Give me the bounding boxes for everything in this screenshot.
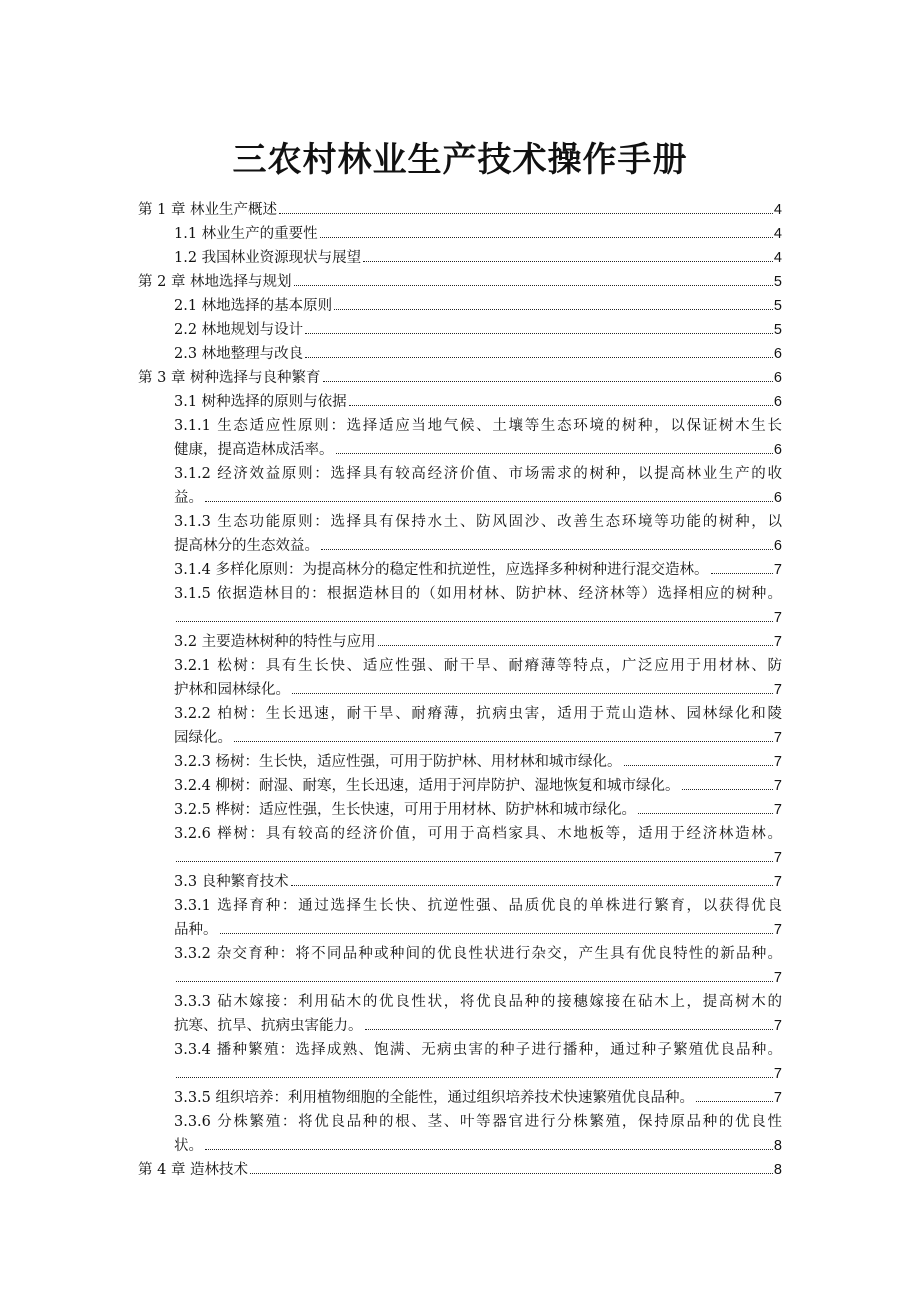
dot-leader: [250, 1172, 773, 1174]
toc-entry-text-line: 3.1.1 生态适应性原则：选择适应当地气候、土壤等生态环境的树种，以保证树木生长: [174, 418, 782, 434]
toc-entry-leader-line: [138, 726, 782, 750]
toc-entry-label: 第 2 章 林地选择与规划: [138, 274, 292, 290]
toc-page-number: 5: [773, 298, 782, 314]
toc-entry-label: 健康，提高造林成活率。: [174, 442, 334, 458]
toc-page-number: 8: [773, 1162, 782, 1178]
toc-entry[interactable]: [138, 318, 782, 342]
toc-page-number: 7: [773, 874, 782, 890]
dot-leader: [294, 284, 773, 286]
toc-entry-label: 第 3 章 树种选择与良种繁育: [138, 370, 321, 386]
toc-entry-leader-line: [138, 1158, 782, 1182]
toc-page-number: 6: [773, 394, 782, 410]
dot-leader: [176, 620, 773, 622]
dot-leader: [234, 740, 773, 742]
toc-entry[interactable]: [138, 894, 782, 942]
toc-entry-leader-line: [138, 966, 782, 990]
toc-entry[interactable]: [138, 990, 782, 1038]
toc-entry[interactable]: [138, 750, 782, 774]
toc-entry[interactable]: [138, 390, 782, 414]
dot-leader: [291, 884, 773, 886]
toc-page-number: 4: [773, 226, 782, 242]
toc-entry-leader-line: [138, 534, 782, 558]
dot-leader: [220, 932, 773, 934]
toc-entry-label: 3.3.5 组织培养：利用植物细胞的全能性，通过组织培养技术快速繁殖优良品种。: [174, 1090, 695, 1106]
toc-entry-label: 抗寒、抗旱、抗病虫害能力。: [174, 1018, 363, 1034]
toc-entry-text-line: 3.1.2 经济效益原则：选择具有较高经济价值、市场需求的树种，以提高林业生产的收: [174, 466, 782, 482]
toc-entry-label: 品种。: [174, 922, 218, 938]
toc-entry-leader-line: [138, 222, 782, 246]
toc-page-number: 6: [773, 538, 782, 554]
dot-leader: [624, 764, 773, 766]
toc-entry[interactable]: [138, 702, 782, 750]
toc-entry-label: 状。: [174, 1138, 203, 1154]
dot-leader: [305, 332, 773, 334]
toc-entry[interactable]: [138, 1158, 782, 1182]
toc-page-number: 7: [773, 1090, 782, 1106]
toc-entry-leader-line: [138, 630, 782, 654]
toc-entry-leader-line: [138, 870, 782, 894]
toc-page-number: 8: [773, 1138, 782, 1154]
toc-entry-label: 园绿化。: [174, 730, 232, 746]
toc-page-number: 6: [773, 346, 782, 362]
dot-leader: [205, 1148, 773, 1150]
toc-entry-label: 第 4 章 造林技术: [138, 1162, 249, 1178]
toc-page-number: 7: [773, 1066, 782, 1082]
toc-entry-label: 护林和园林绿化。: [174, 682, 290, 698]
toc-entry-leader-line: [138, 366, 782, 390]
toc-page-number: 7: [773, 778, 782, 794]
dot-leader: [363, 260, 773, 262]
toc-entry[interactable]: [138, 270, 782, 294]
dot-leader: [349, 404, 773, 406]
toc-entry-label: 3.3 良种繁育技术: [174, 874, 289, 890]
toc-entry-leader-line: [138, 390, 782, 414]
toc-entry-text-line: 3.2.2 柏树：生长迅速，耐干旱、耐瘠薄，抗病虫害，适用于荒山造林、园林绿化和陵: [174, 706, 782, 722]
toc-entry[interactable]: [138, 870, 782, 894]
toc-entry-label: 3.2.5 桦树：适应性强，生长快速，可用于用材林、防护林和城市绿化。: [174, 802, 637, 818]
toc-entry-leader-line: [138, 270, 782, 294]
toc-entry[interactable]: [138, 942, 782, 990]
toc-entry-label: 3.2.3 杨树：生长快，适应性强，可用于防护林、用材林和城市绿化。: [174, 754, 622, 770]
toc-page-number: 7: [773, 562, 782, 578]
toc-entry[interactable]: [138, 246, 782, 270]
dot-leader: [320, 236, 773, 238]
toc-entry-leader-line: [138, 606, 782, 630]
toc-entry-text-line: 3.3.1 选择育种：通过选择生长快、抗逆性强、品质优良的单株进行繁育，以获得优良: [174, 898, 782, 914]
dot-leader: [365, 1028, 773, 1030]
toc-entry-text-line: 3.3.3 砧木嫁接：利用砧木的优良性状，将优良品种的接穗嫁接在砧木上，提高树木的: [174, 994, 782, 1010]
toc-entry-leader-line: [138, 1086, 782, 1110]
toc-entry[interactable]: [138, 630, 782, 654]
toc-entry-label: 提高林分的生态效益。: [174, 538, 319, 554]
table-of-contents: [138, 198, 782, 1182]
toc-entry[interactable]: [138, 774, 782, 798]
toc-page-number: 7: [773, 610, 782, 626]
dot-leader: [305, 356, 773, 358]
toc-page-number: 5: [773, 322, 782, 338]
toc-entry-label: 1.2 我国林业资源现状与展望: [174, 250, 362, 266]
toc-entry-label: 2.3 林地整理与改良: [174, 346, 304, 362]
dot-leader: [334, 308, 773, 310]
toc-entry[interactable]: [138, 414, 782, 462]
toc-entry-text-line: 3.2.1 松树：具有生长快、适应性强、耐干旱、耐瘠薄等特点，广泛应用于用材林、防: [174, 658, 782, 674]
toc-page-number: 7: [773, 730, 782, 746]
dot-leader: [205, 500, 773, 502]
toc-page-number: 7: [773, 802, 782, 818]
toc-page-number: 7: [773, 754, 782, 770]
toc-entry-leader-line: [138, 486, 782, 510]
dot-leader: [638, 812, 773, 814]
dot-leader: [321, 548, 773, 550]
toc-entry-leader-line: [138, 678, 782, 702]
toc-entry[interactable]: [138, 798, 782, 822]
toc-entry-label: 3.2 主要造林树种的特性与应用: [174, 634, 376, 650]
toc-entry-leader-line: [138, 558, 782, 582]
toc-page-number: 4: [773, 250, 782, 266]
toc-entry-leader-line: [138, 318, 782, 342]
toc-entry-text-line: 3.3.2 杂交育种：将不同品种或种间的优良性状进行杂交，产生具有优良特性的新品种。: [174, 946, 782, 962]
toc-entry[interactable]: [138, 654, 782, 702]
toc-entry-leader-line: [138, 1014, 782, 1038]
toc-entry-leader-line: [138, 246, 782, 270]
toc-entry-leader-line: [138, 438, 782, 462]
toc-entry-leader-line: [138, 294, 782, 318]
dot-leader: [176, 1076, 773, 1078]
toc-entry-label: 2.1 林地选择的基本原则: [174, 298, 333, 314]
toc-entry-text-line: 3.2.6 榉树：具有较高的经济价值，可用于高档家具、木地板等，适用于经济林造林。: [174, 826, 782, 842]
toc-entry[interactable]: [138, 582, 782, 630]
toc-page-number: 6: [773, 442, 782, 458]
toc-entry-label: 3.2.4 柳树：耐湿、耐寒，生长迅速，适用于河岸防护、湿地恢复和城市绿化。: [174, 778, 680, 794]
toc-page-number: 6: [773, 370, 782, 386]
dot-leader: [682, 788, 773, 790]
dot-leader: [176, 980, 773, 982]
toc-entry[interactable]: [138, 222, 782, 246]
toc-entry-leader-line: [138, 846, 782, 870]
toc-entry[interactable]: [138, 198, 782, 222]
toc-entry-leader-line: [138, 198, 782, 222]
dot-leader: [323, 380, 773, 382]
toc-entry-label: 2.2 林地规划与设计: [174, 322, 304, 338]
toc-entry-text-line: 3.1.5 依据造林目的：根据造林目的（如用材林、防护林、经济林等）选择相应的树种。: [174, 586, 782, 602]
toc-entry-leader-line: [138, 342, 782, 366]
toc-entry[interactable]: [138, 462, 782, 510]
toc-entry-label: 3.1.4 多样化原则：为提高林分的稳定性和抗逆性，应选择多种树种进行混交造林。: [174, 562, 709, 578]
toc-entry-label: 益。: [174, 490, 203, 506]
dot-leader: [292, 692, 773, 694]
toc-page-number: 7: [773, 634, 782, 650]
toc-entry-leader-line: [138, 798, 782, 822]
toc-entry[interactable]: [138, 342, 782, 366]
toc-page-number: 4: [773, 202, 782, 218]
toc-entry[interactable]: [138, 1110, 782, 1158]
dot-leader: [279, 212, 773, 214]
dot-leader: [696, 1100, 773, 1102]
toc-entry[interactable]: [138, 1038, 782, 1086]
toc-page-number: 5: [773, 274, 782, 290]
dot-leader: [378, 644, 773, 646]
toc-entry-label: 1.1 林业生产的重要性: [174, 226, 318, 242]
toc-entry[interactable]: [138, 558, 782, 582]
toc-entry-leader-line: [138, 918, 782, 942]
toc-entry[interactable]: [138, 510, 782, 558]
toc-entry-leader-line: [138, 1062, 782, 1086]
dot-leader: [176, 860, 773, 862]
toc-page-number: 6: [773, 490, 782, 506]
toc-page-number: 7: [773, 850, 782, 866]
toc-entry[interactable]: [138, 822, 782, 870]
toc-entry-leader-line: [138, 774, 782, 798]
toc-page-number: 7: [773, 682, 782, 698]
toc-entry-label: 3.1 树种选择的原则与依据: [174, 394, 347, 410]
toc-page-number: 7: [773, 922, 782, 938]
toc-entry-text-line: 3.3.4 播种繁殖：选择成熟、饱满、无病虫害的种子进行播种，通过种子繁殖优良品种。: [174, 1042, 782, 1058]
toc-page-number: 7: [773, 970, 782, 986]
toc-entry[interactable]: [138, 1086, 782, 1110]
document-title: 三农村林业生产技术操作手册: [232, 140, 688, 180]
toc-entry-label: 第 1 章 林业生产概述: [138, 202, 278, 218]
dot-leader: [336, 452, 773, 454]
dot-leader: [711, 572, 773, 574]
toc-entry-text-line: 3.3.6 分株繁殖：将优良品种的根、茎、叶等器官进行分株繁殖，保持原品种的优良性: [174, 1114, 782, 1130]
toc-page-number: 7: [773, 1018, 782, 1034]
toc-entry-leader-line: [138, 1134, 782, 1158]
toc-entry-leader-line: [138, 750, 782, 774]
toc-entry[interactable]: [138, 294, 782, 318]
toc-entry[interactable]: [138, 366, 782, 390]
toc-entry-text-line: 3.1.3 生态功能原则：选择具有保持水土、防风固沙、改善生态环境等功能的树种，以: [174, 514, 782, 530]
